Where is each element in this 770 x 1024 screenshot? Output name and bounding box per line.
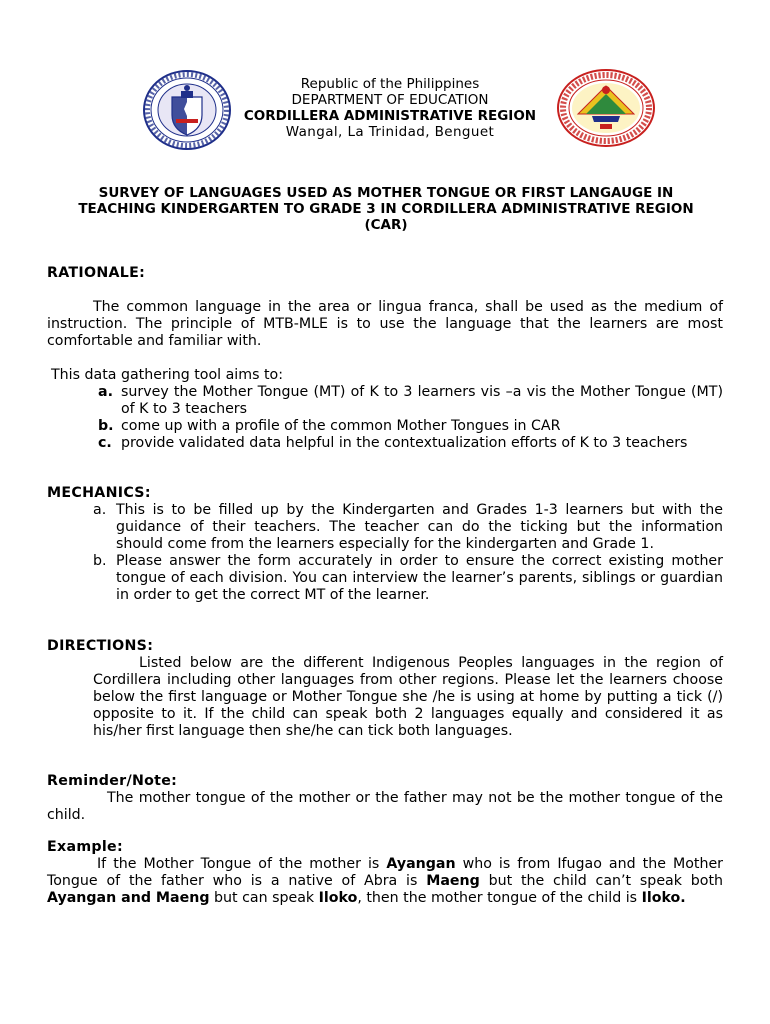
mechanics-item-a [47, 502, 723, 553]
rationale-paragraph: The common language in the area or lingua franca, shall be used as the medium of instruction. The principle of MTB-MLE is to use the language that the learners are most comfortable and familiar with. [47, 299, 723, 349]
example-text-2: who is from Ifugao and the Mother Tongue of the father who is a native of Abra is [47, 856, 724, 889]
rationale-intro: This data gathering tool aims to: [51, 367, 283, 383]
header-region: CORDILLERA ADMINISTRATIVE REGION [243, 108, 537, 124]
reminder-section [47, 773, 723, 824]
example-bold-iloko: Iloko [318, 890, 358, 906]
item-text: Please answer the form accurately in order to ensure the correct existing mother tongue of each division. You can interview the learner’s parents, siblings or guardian in order to get the correct MT of the learner. [116, 553, 723, 603]
letterhead [220, 76, 560, 140]
example-bold-iloko-final: Iloko. [641, 890, 686, 906]
item-marker: a. [93, 502, 107, 518]
example-paragraph [47, 856, 723, 907]
item-marker: c. [98, 435, 112, 451]
header-department: DEPARTMENT OF EDUCATION [291, 92, 489, 108]
rationale-heading: RATIONALE: [47, 265, 146, 281]
item-text: This is to be filled up by the Kindergarten and Grades 1-3 learners but with the guidance of their teachers. The teacher can do the ticking but the information should come from the learners especially for the kindergarten and Grade 1. [116, 502, 723, 552]
reminder-heading: Reminder/Note: [47, 773, 178, 789]
example-section [47, 839, 723, 907]
survey-title [46, 185, 726, 233]
example-heading: Example: [47, 839, 123, 855]
item-marker: b. [93, 553, 107, 569]
example-text-3: but the child can’t speak both [479, 873, 724, 889]
title-line-2: TEACHING KINDERGARTEN TO GRADE 3 IN CORDILLERA ADMINISTRATIVE REGION [78, 201, 694, 217]
item-text: provide validated data helpful in the contextualization efforts of K to 3 teachers [121, 435, 688, 451]
mechanics-heading: MECHANICS: [47, 485, 151, 501]
deped-seal-icon [142, 69, 232, 151]
reminder-paragraph: The mother tongue of the mother or the father may not be the mother tongue of the child. [47, 790, 723, 823]
directions-heading: DIRECTIONS: [47, 638, 154, 654]
rationale-item-c [47, 435, 723, 452]
directions-section [47, 638, 723, 740]
mechanics-item-b [47, 553, 723, 604]
example-text-5: , then the mother tongue of the child is [357, 890, 642, 906]
rationale-item-b [47, 418, 723, 435]
example-bold-ayangan: Ayangan [386, 856, 456, 872]
header-republic: Republic of the Philippines [300, 76, 480, 92]
title-line-1: SURVEY OF LANGUAGES USED AS MOTHER TONGUE OR FIRST LANGAUGE IN [98, 185, 674, 201]
directions-paragraph: Listed below are the different Indigenous Peoples languages in the region of Cordillera including other languages from other regions. Please let the learners choose below the first language or Mother Tongue she /he is using at home by putting a tick (/) opposite to it. If the child can speak both 2 languages equally and considered it as his/her first language then she/he can tick both languages. [93, 655, 723, 739]
item-marker: a. [98, 384, 113, 400]
title-line-3: (CAR) [364, 217, 408, 233]
example-text-4: but can speak [209, 890, 319, 906]
example-text-1: If the Mother Tongue of the mother is [97, 856, 387, 872]
deped-car-seal-icon [556, 68, 656, 148]
example-bold-maeng: Maeng [426, 873, 480, 889]
rationale-section [47, 265, 723, 452]
item-text: survey the Mother Tongue (MT) of K to 3 learners vis –a vis the Mother Tongue (MT) of K to 3 teachers [121, 384, 723, 417]
example-bold-both: Ayangan and Maeng [47, 890, 210, 906]
header-address: Wangal, La Trinidad, Benguet [285, 124, 495, 140]
item-marker: b. [98, 418, 114, 434]
rationale-item-a [47, 384, 723, 418]
item-text: come up with a profile of the common Mother Tongues in CAR [121, 418, 561, 434]
mechanics-section [47, 485, 723, 604]
